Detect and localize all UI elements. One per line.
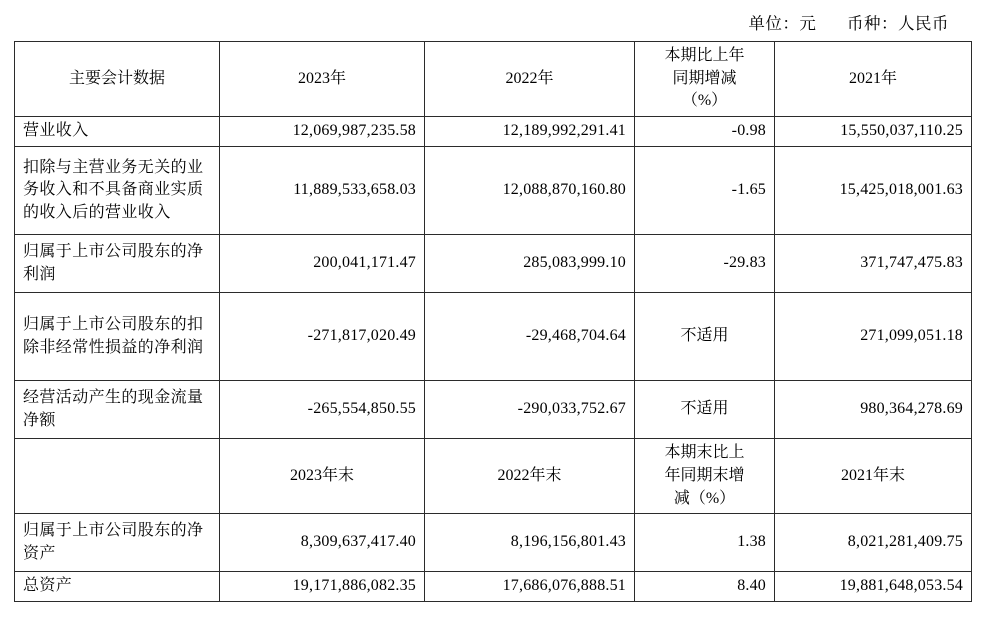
row-label: 归属于上市公司股东的净资产 [15,514,220,572]
header-cell-2022: 2022年 [425,42,635,117]
row-value-change: 不适用 [635,293,775,381]
row-value-2021: 19,881,648,053.54 [775,572,972,602]
header-change-line1: 本期比上年 [664,47,745,64]
row-value-change: -0.98 [635,117,775,147]
subheader-cell-2022: 2022年末 [425,439,635,514]
subheader-change-line3: 减（%） [673,489,736,507]
row-value-2022: 12,088,870,160.80 [425,147,635,235]
table-row [15,147,972,235]
row-value-2022: 8,196,156,801.43 [425,514,635,572]
row-value-change: 8.40 [635,572,775,602]
currency-label: 币种：人民币 [847,14,949,33]
row-value-change: 1.38 [635,514,775,572]
row-label: 归属于上市公司股东的扣除非经常性损益的净利润 [15,293,220,381]
row-value-2021: 8,021,281,409.75 [775,514,972,572]
header-change-line3: （%） [681,92,728,110]
table-subheader-row [15,439,972,514]
table-row [15,117,972,147]
row-value-2023: 12,069,987,235.58 [220,117,425,147]
financial-data-table [14,41,972,602]
row-value-change: 不适用 [635,381,775,439]
table-row [15,235,972,293]
header-cell-main: 主要会计数据 [15,42,220,117]
row-value-2023: 11,889,533,658.03 [220,147,425,235]
table-row [15,514,972,572]
subheader-cell-2021: 2021年末 [775,439,972,514]
row-value-2023: 200,041,171.47 [220,235,425,293]
row-value-2022: 285,083,999.10 [425,235,635,293]
row-label: 营业收入 [15,117,220,147]
row-label: 总资产 [15,572,220,602]
header-cell-2023: 2023年 [220,42,425,117]
subheader-cell-2023: 2023年末 [220,439,425,514]
table-row [15,572,972,602]
row-label: 经营活动产生的现金流量净额 [15,381,220,439]
row-value-change: -29.83 [635,235,775,293]
row-value-2021: 271,099,051.18 [775,293,972,381]
row-value-change: -1.65 [635,147,775,235]
row-value-2022: 17,686,076,888.51 [425,572,635,602]
row-value-2022: -29,468,704.64 [425,293,635,381]
unit-currency-line [14,10,971,41]
table-row [15,381,972,439]
table-header-row [15,42,972,117]
subheader-cell-change [635,439,775,514]
header-cell-change [635,42,775,117]
subheader-change-line1: 本期末比上 [664,444,745,462]
table-row [15,293,972,381]
header-cell-2021: 2021年 [775,42,972,117]
row-value-2023: 19,171,886,082.35 [220,572,425,602]
row-value-2021: 15,550,037,110.25 [775,117,972,147]
row-value-2021: 15,425,018,001.63 [775,147,972,235]
row-value-2021: 980,364,278.69 [775,381,972,439]
row-value-2021: 371,747,475.83 [775,235,972,293]
row-value-2023: -271,817,020.49 [220,293,425,381]
subheader-cell-empty [15,439,220,514]
row-value-2023: 8,309,637,417.40 [220,514,425,572]
row-value-2022: 12,189,992,291.41 [425,117,635,147]
row-value-2023: -265,554,850.55 [220,381,425,439]
row-label: 归属于上市公司股东的净利润 [15,235,220,293]
header-change-line2: 同期增减 [672,69,737,87]
subheader-change-line2: 年同期末增 [664,466,745,484]
row-label: 扣除与主营业务无关的业务收入和不具备商业实质的收入后的营业收入 [15,147,220,235]
unit-label: 单位：元 [748,14,817,33]
row-value-2022: -290,033,752.67 [425,381,635,439]
